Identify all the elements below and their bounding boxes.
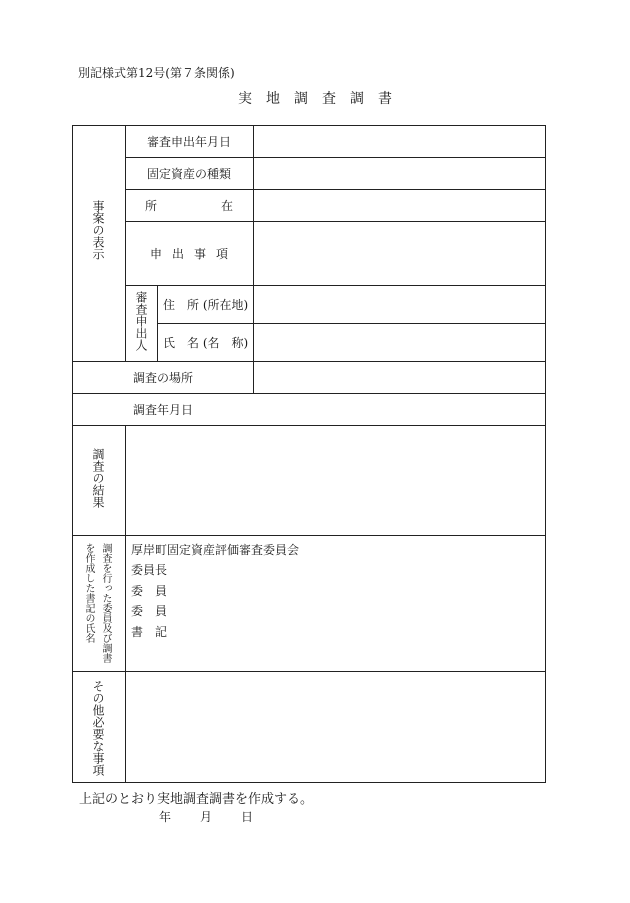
name-value[interactable] [254, 324, 545, 361]
location-value[interactable] [254, 190, 545, 221]
date-month: 月 [200, 810, 213, 824]
survey-place-label: 調査の場所 [132, 371, 193, 385]
review-date-value[interactable] [254, 126, 545, 157]
name-label: 氏 名 (名 称) [163, 336, 249, 350]
member-1-label: 委 員 [131, 584, 168, 598]
other-label: その他必要な事項 [91, 680, 105, 776]
address-value[interactable] [254, 286, 545, 323]
member-2-label: 委 員 [131, 604, 168, 618]
applicant-label: 審査申出人 [134, 291, 148, 351]
result-label: 調査の結果 [91, 448, 105, 508]
document-title: 実地調査調書 [238, 91, 406, 107]
chair-label: 委員長 [131, 563, 168, 577]
form-number: 別記様式第12号(第７条関係) [78, 66, 235, 80]
asset-type-value[interactable] [254, 158, 545, 189]
clerk-label: 書 記 [131, 625, 168, 639]
date-day: 日 [241, 810, 254, 824]
case-display-label: 事案の表示 [91, 200, 105, 260]
asset-type-label: 固定資産の種類 [146, 167, 231, 181]
location-label-part-2: 在 [220, 199, 233, 213]
other-value[interactable] [126, 672, 545, 782]
date-year: 年 [159, 810, 172, 824]
location-label-part-1: 所 [145, 199, 158, 213]
footer-statement: 上記のとおり実地調査調書を作成する。 [79, 792, 314, 807]
signers-label-left: を作成した書記の氏名 [83, 543, 94, 643]
result-value[interactable] [126, 426, 545, 535]
location-label [145, 190, 233, 221]
committee-name: 厚岸町固定資産評価審査委員会 [131, 543, 300, 557]
filed-item-label: 申出事項 [149, 247, 238, 261]
filed-item-value[interactable] [254, 222, 545, 285]
survey-date-label: 調査年月日 [132, 403, 193, 417]
address-label: 住 所 (所在地) [163, 298, 249, 312]
survey-place-value[interactable] [254, 362, 545, 393]
review-date-label: 審査申出年月日 [146, 135, 231, 149]
signers-label-right: 調査を行った委員及び調書 [100, 543, 111, 663]
survey-date-value[interactable] [254, 394, 545, 425]
